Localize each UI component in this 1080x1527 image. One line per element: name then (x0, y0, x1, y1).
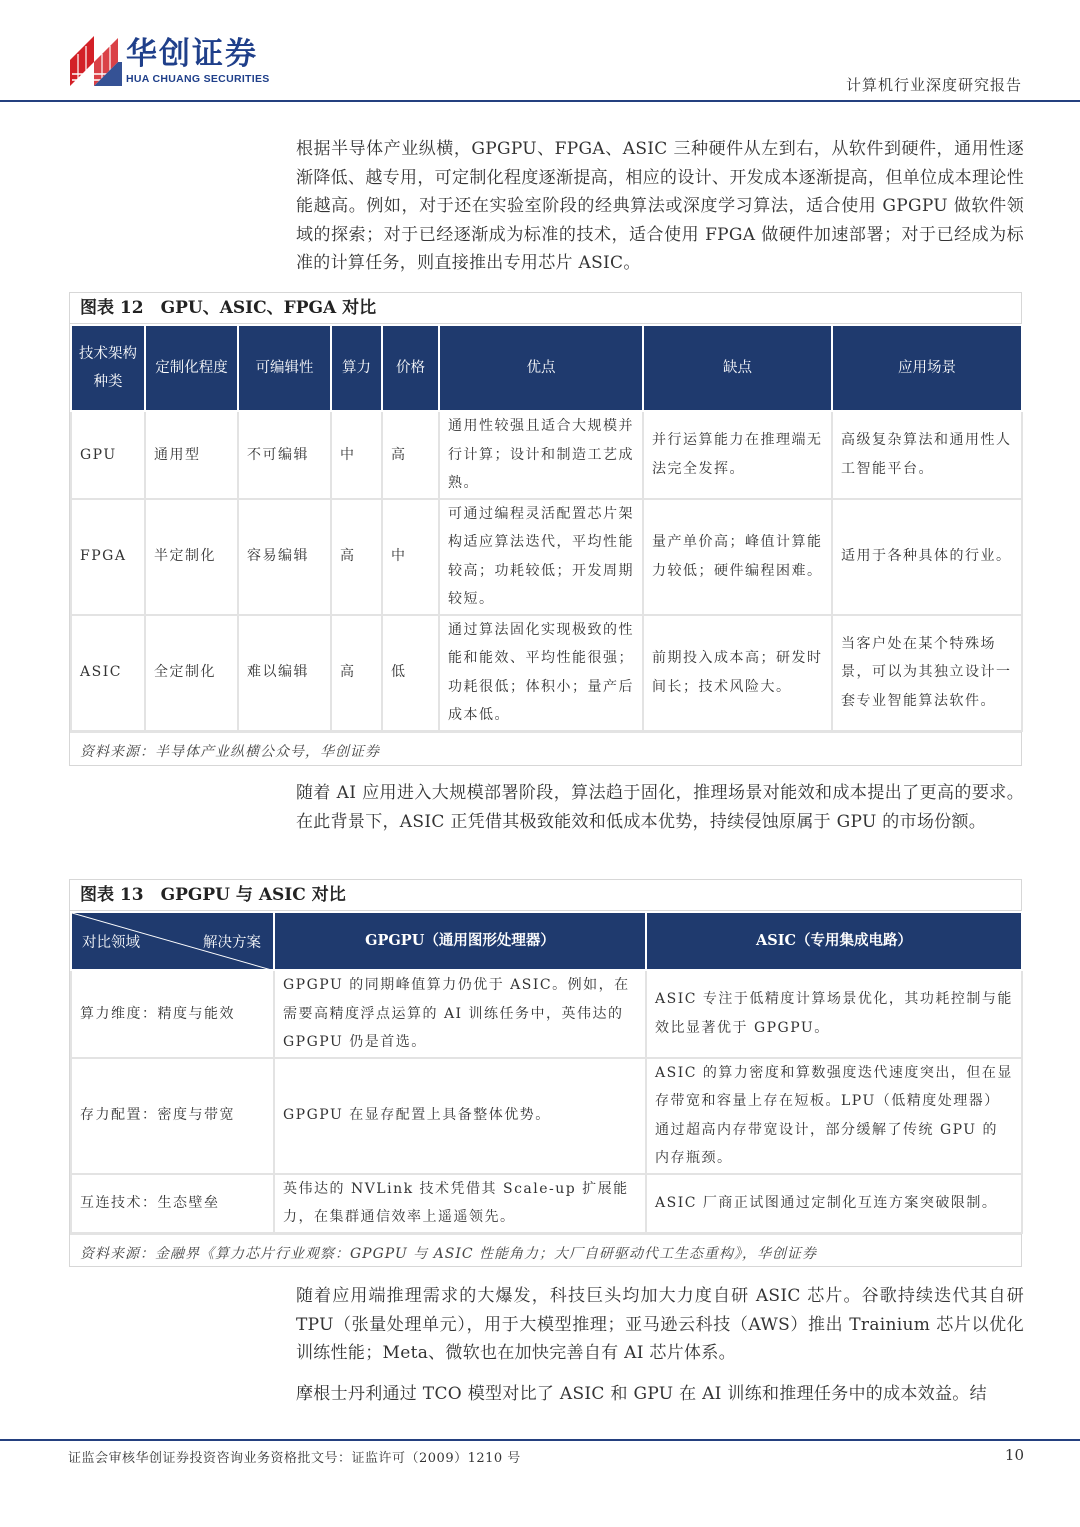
table-cell: 中 (331, 411, 382, 499)
page-header (0, 0, 1080, 104)
table-header-row (71, 912, 1022, 970)
table-cell: FPGA (71, 499, 145, 615)
table-cell: 低 (382, 615, 439, 731)
table-cell: 算力维度：精度与能效 (71, 970, 274, 1058)
header-divider (0, 100, 1080, 102)
table-row (71, 411, 1022, 499)
table-cell: 当客户处在某个特殊场景，可以为其独立设计一套专业智能算法软件。 (832, 615, 1022, 731)
column-header: 应用场景 (832, 325, 1022, 411)
figure-13 (69, 879, 1022, 1267)
figure-12-table (70, 324, 1023, 732)
table-cell: ASIC (71, 615, 145, 731)
column-header: 缺点 (643, 325, 832, 411)
table-cell: 容易编辑 (238, 499, 331, 615)
body-paragraph-1: 根据半导体产业纵横，GPGPU、FPGA、ASIC 三种硬件从左到右，从软件到硬件，通用性逐渐降低、越专用，可定制化程度逐渐提高，相应的设计、开发成本逐渐提高，但单位成本理论性能越高。例如，对于还在实验室阶段的经典算法或深度学习算法，适合使用 GPGPU 做软件领域的探索；对于已经逐渐成为标准的技术，适合使用 FPGA 做硬件加速部署；对于已经成为标准的计算任务，则直接推出专用芯片 ASIC。 (296, 139, 1024, 273)
table-cell: 高 (382, 411, 439, 499)
column-header: GPGPU（通用图形处理器） (274, 912, 646, 970)
table-cell: GPGPU 在显存配置上具备整体优势。 (274, 1058, 646, 1174)
table-cell: 存力配置：密度与带宽 (71, 1058, 274, 1174)
table-cell: 适用于各种具体的行业。 (832, 499, 1022, 615)
table-cell: 不可编辑 (238, 411, 331, 499)
figure-13-source: 资料来源：金融界《算力芯片行业观察：GPGPU 与 ASIC 性能角力；大厂自研驱动代工生态重构》，华创证券 (70, 1234, 1021, 1273)
column-header: 价格 (382, 325, 439, 411)
figure-13-table (70, 911, 1023, 1234)
page-number: 10 (1004, 1446, 1024, 1464)
diag-label-left: 对比领域 (82, 935, 140, 951)
table-cell: 中 (382, 499, 439, 615)
table-cell: 半定制化 (145, 499, 238, 615)
table-header-row (71, 325, 1022, 411)
brand-name-en: HUA CHUANG SECURITIES (126, 73, 270, 85)
column-header: 可编辑性 (238, 325, 331, 411)
table-cell: 高级复杂算法和通用性人工智能平台。 (832, 411, 1022, 499)
figure-12-title: 图表 12 GPU、ASIC、FPGA 对比 (70, 293, 1021, 324)
table-cell: 量产单价高；峰值计算能力较低；硬件编程困难。 (643, 499, 832, 615)
figure-12-source: 资料来源：半导体产业纵横公众号，华创证券 (70, 732, 1021, 771)
body-paragraph-4: 摩根士丹利通过 TCO 模型对比了 ASIC 和 GPU 在 AI 训练和推理任务中的成本效益。结 (296, 1384, 987, 1404)
table-cell: 前期投入成本高；研发时间长；技术风险大。 (643, 615, 832, 731)
column-header: 算力 (331, 325, 382, 411)
figure-13-title: 图表 13 GPGPU 与 ASIC 对比 (70, 880, 1021, 911)
table-cell: 全定制化 (145, 615, 238, 731)
table-cell: 难以编辑 (238, 615, 331, 731)
table-cell: ASIC 专注于低精度计算场景优化，其功耗控制与能效比显著优于 GPGPU。 (646, 970, 1022, 1058)
column-header: 定制化程度 (145, 325, 238, 411)
footer-divider (0, 1439, 1080, 1441)
table-cell: GPU (71, 411, 145, 499)
table-cell: 通用型 (145, 411, 238, 499)
table-cell: ASIC 的算力密度和算数强度迭代速度突出，但在显存带宽和容量上存在短板。LPU（低精度处理器）通过超高内存带宽设计，部分缓解了传统 GPU 的内存瓶颈。 (646, 1058, 1022, 1174)
huachuang-logo-icon (68, 36, 124, 88)
body-paragraph-3: 随着应用端推理需求的大爆发，科技巨头均加大力度自研 ASIC 芯片。谷歌持续迭代其自研 TPU（张量处理单元），用于大模型推理；亚马逊云科技（AWS）推出 Trainium 芯片以优化训练性能；Meta、微软也在加快完善自有 AI 芯片体系。 (296, 1286, 1024, 1363)
table-cell: 高 (331, 499, 382, 615)
column-header: ASIC（专用集成电路） (646, 912, 1022, 970)
table-cell: ASIC 厂商正试图通过定制化互连方案突破限制。 (646, 1174, 1022, 1233)
table-row (71, 499, 1022, 615)
column-header: 技术架构种类 (71, 325, 145, 411)
table-cell: 可通过编程灵活配置芯片架构适应算法迭代，平均性能较高；功耗较低；开发周期较短。 (439, 499, 643, 615)
table-cell: 通用性较强且适合大规模并行计算；设计和制造工艺成熟。 (439, 411, 643, 499)
table-cell: 互连技术：生态壁垒 (71, 1174, 274, 1233)
table-cell: 高 (331, 615, 382, 731)
table-row (71, 1174, 1022, 1233)
table-row (71, 615, 1022, 731)
table-cell: 通过算法固化实现极致的性能和能效、平均性能很强；功耗很低；体积小；量产后成本低。 (439, 615, 643, 731)
table-cell: 英伟达的 NVLink 技术凭借其 Scale-up 扩展能力，在集群通信效率上遥遥领先。 (274, 1174, 646, 1233)
diagonal-header-cell (71, 912, 274, 970)
body-paragraph-2: 随着 AI 应用进入大规模部署阶段，算法趋于固化，推理场景对能效和成本提出了更高的要求。在此背景下，ASIC 正凭借其极致能效和低成本优势，持续侵蚀原属于 GPU 的市场份额。 (296, 783, 1024, 832)
column-header: 优点 (439, 325, 643, 411)
table-cell: GPGPU 的同期峰值算力仍优于 ASIC。例如，在需要高精度浮点运算的 AI 训练任务中，英伟达的 GPGPU 仍是首选。 (274, 970, 646, 1058)
brand-name: 华创证券 (126, 36, 258, 72)
report-type: 计算机行业深度研究报告 (845, 76, 1022, 94)
table-row (71, 1058, 1022, 1174)
figure-12 (69, 292, 1022, 766)
diag-label-right: 解决方案 (203, 935, 261, 951)
footer-license: 证监会审核华创证券投资咨询业务资格批文号：证监许可（2009）1210 号 (68, 1451, 521, 1466)
table-row (71, 970, 1022, 1058)
table-cell: 并行运算能力在推理端无法完全发挥。 (643, 411, 832, 499)
